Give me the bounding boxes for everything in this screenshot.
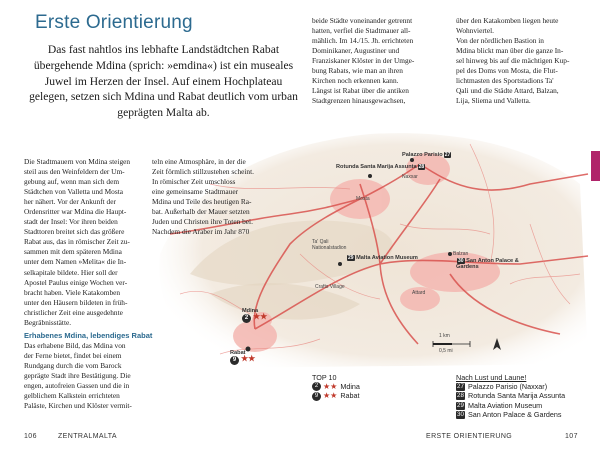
- top10-badge: 9: [312, 392, 321, 401]
- text-line: geprägte Stadt ihre Bestätigung. Die: [24, 370, 131, 380]
- text-line: Stadtgrenzen hinausgewachsen,: [312, 96, 406, 106]
- text-line: bung Rabats, wie man an ihren: [312, 66, 403, 76]
- running-head-left: ZENTRALMALTA: [58, 433, 117, 440]
- rotunda-label: Rotunda Santa Marija Assunta: [336, 164, 417, 170]
- mdina-label: Mdina: [242, 308, 259, 314]
- text-line: Wohnviertel.: [456, 26, 494, 36]
- text-line: Nachdem die Araber im Jahr 870: [152, 227, 250, 237]
- map-label-rotunda: [336, 164, 425, 170]
- text-line: eine gemeinsame Stadtmauer: [152, 187, 239, 197]
- map-label-mosta: Mosta: [356, 196, 370, 202]
- text-line: bat. Außerhalb der Mauer setzten: [152, 207, 250, 217]
- text-column-left: [24, 157, 156, 411]
- legend-top10-list: [312, 382, 360, 401]
- text-line: Juden und Christen ihre Toten bei.: [152, 217, 253, 227]
- map-number-badge: 29: [348, 255, 354, 261]
- map-label-attard: Attard: [412, 290, 426, 296]
- text-line: Qali und die Städte Attard, Balzan,: [456, 86, 559, 96]
- text-line: Städtchen von Valletta und Mosta: [24, 187, 123, 197]
- paragraph-mdina-rabat: [24, 341, 156, 411]
- legend-extras-list: [456, 382, 565, 420]
- legend-label: Malta Aviation Museum: [468, 400, 543, 410]
- text-line: lichtmasten des Sportstadions Ta': [456, 76, 554, 86]
- text-line: Zeit förmlich stillzustehen scheint.: [152, 167, 254, 177]
- aviation-label: Malta Aviation Museum: [356, 255, 418, 261]
- page-title: Erste Orientierung: [35, 12, 193, 33]
- text-line: steil aus den Weinfeldern der Um-: [24, 167, 125, 177]
- legend-top10: [312, 373, 360, 401]
- map-label-san-anton: [456, 258, 526, 271]
- legend-extras-item: [456, 410, 565, 419]
- legend-extras: [456, 373, 565, 420]
- text-line: stadt der Insel: Vor ihren beiden: [24, 217, 118, 227]
- legend-top10-item: [312, 391, 360, 400]
- page-number-left: 106: [24, 433, 37, 440]
- text-column-top-right: [456, 16, 596, 106]
- star-icon: ★★: [323, 391, 338, 401]
- map-number-badge: 28: [418, 164, 425, 170]
- text-line: gebung auf, wenn man sich dem: [24, 177, 120, 187]
- text-line: Das erhabene Bild, das Mdina von: [24, 340, 126, 350]
- text-line: Von der nördlichen Bastion in: [456, 36, 544, 46]
- text-line: her nähert. Vor der Ankunft der: [24, 197, 116, 207]
- text-line: bracht haben. Viele Katakomben: [24, 287, 121, 297]
- text-line: der Ferne bietet, findet bei einem: [24, 350, 122, 360]
- text-line: Rundgang durch die vom Barock: [24, 360, 122, 370]
- legend-top10-item: [312, 382, 360, 391]
- text-line: Mdina blickt man über die ganze In-: [456, 46, 564, 56]
- map-label-balzan: Balzan: [453, 251, 469, 257]
- text-line: selkapitale bildete. Hier soll der: [24, 267, 118, 277]
- star-icon: ★★: [323, 382, 338, 391]
- text-line: christlicher Zeit eine ausgedehnte: [24, 307, 123, 317]
- legend-label: Mdina: [340, 382, 360, 391]
- legend-top10-title: TOP 10: [312, 373, 337, 382]
- text-line: Begräbnisstätte.: [24, 317, 72, 327]
- text-line: Die Stadtmauern von Mdina steigen: [24, 157, 131, 166]
- text-line: Apostel Paulus einige Wochen ver-: [24, 277, 128, 287]
- map-label-rabat: [230, 350, 258, 365]
- map-label-taqali: Ta' Qali Nationalstadion: [312, 239, 347, 251]
- text-line: In römischer Zeit umschloss: [152, 177, 236, 187]
- san-anton-label: San Anton Palace & Gardens: [456, 258, 519, 271]
- text-line: sel hinweg bis auf die mächtigen Kup-: [456, 56, 570, 66]
- top10-badge: 2: [242, 314, 251, 323]
- text-line: Rabat aus, das in römischer Zeit zu-: [24, 237, 130, 247]
- paragraph-intro: [24, 157, 156, 328]
- text-line: hatten, verfiel die Stadtmauer all-: [312, 26, 411, 36]
- text-column-top-middle: [312, 16, 452, 106]
- page-number-right: 107: [565, 433, 578, 440]
- text-line: unter den Häusern bildeten in früh-: [24, 297, 128, 307]
- top10-badge: 2: [312, 382, 321, 391]
- map-label-crafts: Crafts Village: [315, 284, 345, 290]
- star-icon: ★★: [253, 312, 268, 322]
- text-line: Mdina und Teile des heutigen Ra-: [152, 197, 252, 207]
- text-line: teln eine Atmosphäre, in der die: [152, 157, 246, 166]
- text-line: pel des Doms von Mosta, die Flut-: [456, 66, 558, 76]
- running-head-right: ERSTE ORIENTIERUNG: [426, 433, 513, 440]
- text-column-middle: [152, 157, 284, 237]
- text-line: mählich. Im 14./15. Jh. errichteten: [312, 36, 414, 46]
- legend-extras-item: [456, 391, 565, 400]
- text-line: gelblichem Kalkstein errichteten: [24, 391, 120, 401]
- star-icon: ★★: [241, 354, 256, 364]
- legend-extras-item: [456, 401, 565, 410]
- legend-label: Rotunda Santa Marija Assunta: [468, 391, 566, 401]
- text-line: Ordensritter war Mdina die Haupt-: [24, 207, 127, 217]
- map-number-badge: 30: [458, 258, 464, 264]
- text-line: unter dem Namen »Melita« die In-: [24, 257, 127, 267]
- lead-paragraph: Das fast nahtlos ins lebhafte Landstädtchen Rabat übergehende Mdina (sprich: »emdina«) ist ein museales Juwel im Herzen der Insel. Auf einem Hochplateau gelegen, setzen sich Mdina und Rabat deutlich vom urban geprägten Malta ab.: [29, 43, 298, 120]
- top10-badge: 9: [230, 356, 239, 365]
- palazzo-label: Palazzo Parisio: [402, 152, 443, 158]
- text-line: Lija, Sliema und Valletta.: [456, 96, 531, 106]
- text-line: Paläste, Kirchen und Klöster vermit-: [24, 401, 132, 411]
- text-line: Kirchen noch erkennen kann.: [312, 76, 399, 86]
- number-badge: 28: [457, 392, 464, 400]
- number-badge: 30: [457, 410, 464, 418]
- subheading: Erhabenes Mdina, lebendiges Rabat: [24, 330, 153, 340]
- number-badge: 27: [457, 382, 464, 390]
- text-line: engen, autofreien Gassen und die in: [24, 380, 130, 390]
- text-line: Stadttoren breitet sich das größere: [24, 227, 125, 237]
- text-line: Franziskaner Klöster in der Umge-: [312, 56, 415, 66]
- map-label-palazzo: [402, 152, 451, 158]
- legend-extras-title: Nach Lust und Laune!: [456, 373, 527, 382]
- chapter-tab: [591, 151, 600, 181]
- scale-mi: 0,5 mi: [439, 348, 453, 354]
- map-label-aviation: [346, 255, 418, 261]
- text-line: Dominikaner, Augustiner und: [312, 46, 400, 56]
- text-line: sammen mit dem späteren Mdina: [24, 247, 122, 257]
- legend-label: San Anton Palace & Gardens: [468, 410, 562, 420]
- map-label-mdina: [242, 308, 270, 323]
- scale-km: 1 km: [439, 333, 450, 339]
- legend-label: Palazzo Parisio (Naxxar): [468, 382, 548, 391]
- rabat-label: Rabat: [230, 350, 246, 356]
- legend-extras-item: [456, 382, 565, 391]
- text-line: über den Katakomben liegen heute: [456, 16, 559, 25]
- text-line: Längst ist Rabat über die antiken: [312, 86, 409, 96]
- map-label-naxxar: Naxxar: [402, 174, 418, 180]
- number-badge: 29: [457, 401, 464, 409]
- legend-label: Rabat: [340, 391, 360, 401]
- map-number-badge: 27: [444, 152, 451, 158]
- text-line: beide Städte voneinander getrennt: [312, 16, 413, 25]
